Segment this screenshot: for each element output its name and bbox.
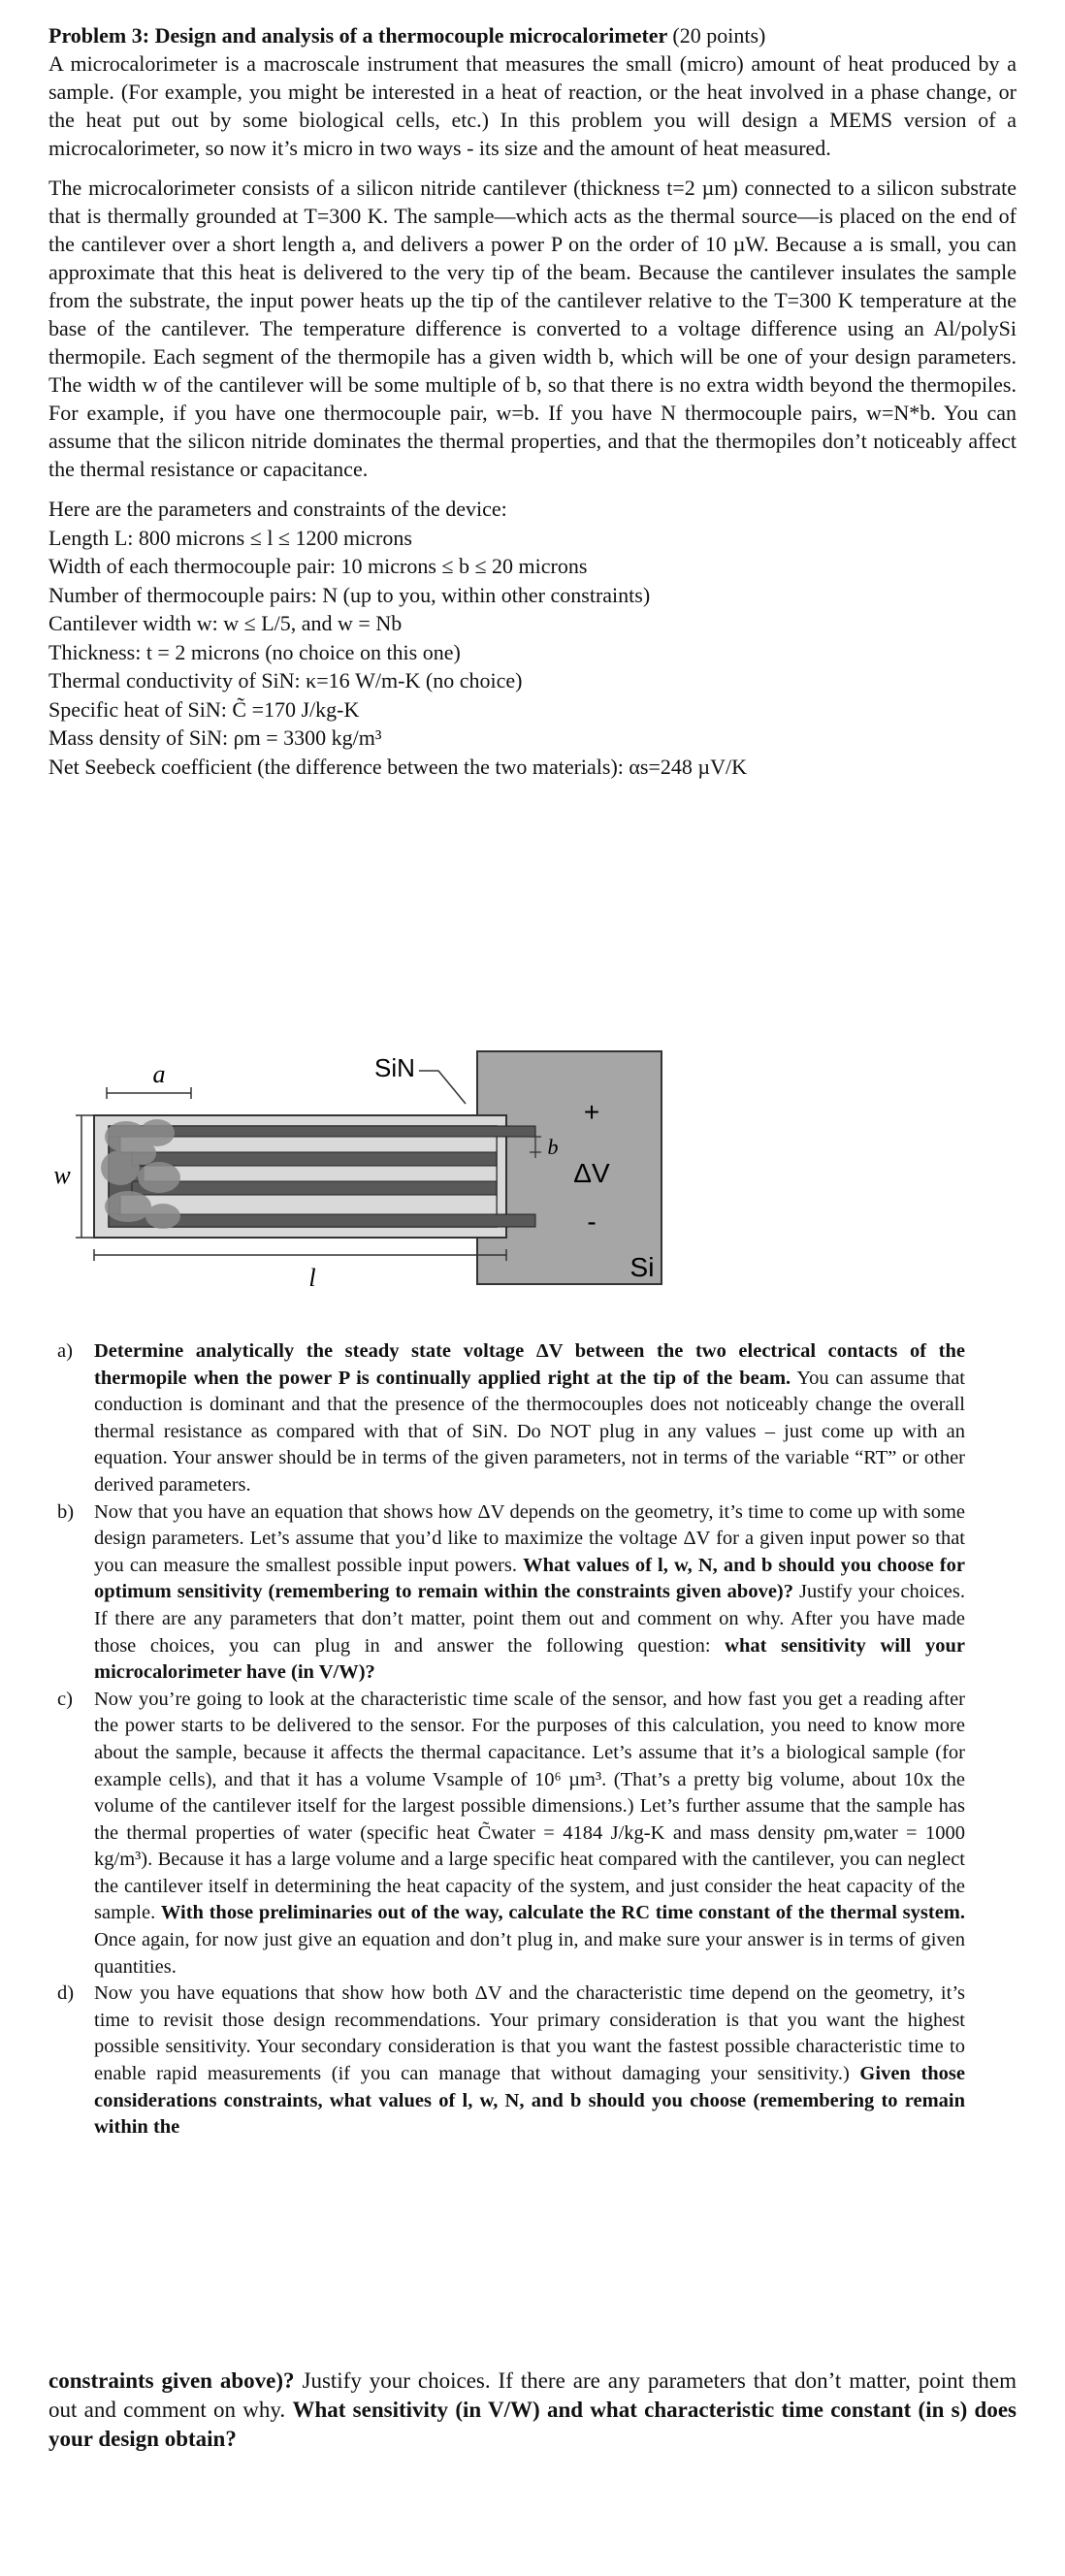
question-text-bold: What values of l, w, N, and b should you choose for optimum sensitivity (remembering to remain within the constraints given above)? xyxy=(94,1554,965,1603)
question-label: b) xyxy=(57,1500,75,1523)
parameter-list xyxy=(48,495,1017,781)
label-a: a xyxy=(152,1060,166,1088)
parameter-item: Length L: 800 microns ≤ l ≤ 1200 microns xyxy=(48,525,412,550)
question-c xyxy=(57,1687,965,1981)
parameter-item: Thickness: t = 2 microns (no choice on this one) xyxy=(48,639,461,664)
question-label: a) xyxy=(57,1340,73,1362)
sin-pointer xyxy=(419,1071,466,1104)
thermopile-gap-2 xyxy=(144,1166,497,1181)
question-body xyxy=(94,1980,965,2141)
intro-paragraph-1: A microcalorimeter is a macroscale instrument that measures the small (micro) amount of heat produced by a sample. (For example, you might be interested in a heat of reaction, or the heat involved in a phase change, or the heat put out by some biological cells, etc.) In this problem you will design a MEMS version of a microcalorimeter, so now it’s micro in two ways - its size and the amount of heat measured. xyxy=(48,51,1017,160)
question-text: Justify your choices. If there are any parameters that don’t matter, point them out and comment on why. xyxy=(48,2368,1017,2422)
question-text: Now that you have an equation that shows how ΔV depends on the geometry, it’s time to come up with some design parameters. Let’s assume that you’d like to maximize the voltage ΔV for a given input power so that you can measure the smallest possible input powers. xyxy=(94,1500,965,1576)
parameter-item: Number of thermocouple pairs: N (up to you, within other constraints) xyxy=(48,582,651,607)
question-text-bold: what sensitivity will your microcalorimeter have (in V/W)? xyxy=(94,1634,965,1684)
question-body xyxy=(94,1338,965,1499)
thermopile-gap-1 xyxy=(120,1137,497,1152)
question-text: You can assume that conduction is dominant and that the presence of the thermocouples does not noticeably change the overall thermal resistance as compared with that of SiN. Do NOT plug in any values – just come up with an equation. Your answer should be in terms of the given parameters, not in terms of the variable “RT” or other derived parameters. xyxy=(94,1367,965,1496)
problem-page xyxy=(48,21,1017,781)
question-d-continuation xyxy=(48,2367,1017,2454)
question-text-bold: constraints given above)? xyxy=(48,2368,295,2393)
question-a xyxy=(57,1338,965,1499)
sample-blob xyxy=(101,1119,180,1229)
problem-points: (20 points) xyxy=(672,23,766,48)
question-label: c) xyxy=(57,1688,73,1710)
question-text-bold: With those preliminaries out of the way, calculate the RC time constant of the thermal system. xyxy=(160,1902,965,1924)
label-b: b xyxy=(547,1135,559,1159)
parameter-item: Specific heat of SiN: C̃ =170 J/kg-K xyxy=(48,696,360,722)
parameter-item: Width of each thermocouple pair: 10 microns ≤ b ≤ 20 microns xyxy=(48,554,588,578)
question-label: d) xyxy=(57,1982,75,2005)
question-text-bold: What sensitivity (in V/W) and what characteristic time constant (in s) does your design obtain? xyxy=(48,2398,1017,2451)
parameter-intro: Here are the parameters and constraints of the device: xyxy=(48,497,507,521)
label-plus: + xyxy=(583,1097,600,1127)
label-w: w xyxy=(53,1161,71,1189)
cantilever-diagram xyxy=(50,1032,671,1294)
question-text: Now you have equations that show how both ΔV and the characteristic time depend on the geometry, it’s time to revisit those design recommendations. Your primary consideration is that you want the highest possible sensitivity. Your secondary consideration is that you want the fastest possible characteristic time to enable rapid measurements (if you can manage that without damaging your sensitivity.) xyxy=(94,1982,965,2085)
question-b xyxy=(57,1499,965,1687)
question-list xyxy=(57,1338,965,2141)
intro-paragraph-2: The microcalorimeter consists of a silicon nitride cantilever (thickness t=2 µm) connected to a silicon substrate that is thermally grounded at T=300 K. The sample—which acts as the thermal source—is placed on the end of the cantilever over a short length a, and delivers a power P on the order of 10 µW. Because a is small, you can approximate that this heat is delivered to the very tip of the beam. Because the cantilever insulates the sample from the substrate, the input power heats up the tip of the cantilever relative to the T=300 K temperature at the base of the cantilever. The temperature difference is converted to a voltage difference using an Al/polySi thermopile. Each segment of the thermopile has a given width b, which will be one of your design parameters. The width w of the cantilever will be some multiple of b, so that there is no extra width beyond the thermopiles. For example, if you have one thermocouple pair, w=b. If you have N thermocouple pairs, w=N*b. You can assume that the silicon nitride dominates the thermal properties, and that the thermopiles don’t noticeably affect the thermal resistance or capacitance. xyxy=(48,176,1017,481)
parameter-item: Cantilever width w: w ≤ L/5, and w = Nb xyxy=(48,611,403,635)
parameter-item: Net Seebeck coefficient (the difference between the two materials): αs=248 µV/K xyxy=(48,754,747,779)
label-l: l xyxy=(308,1264,316,1292)
thermopile-strip-3 xyxy=(132,1181,497,1195)
label-delta-v: ΔV xyxy=(573,1158,610,1188)
question-body xyxy=(94,1687,965,1981)
label-sin: SiN xyxy=(374,1053,415,1082)
question-text-bold: Given those considerations constraints, what values of l, w, N, and b should you choose (remembering to remain within the xyxy=(94,2063,965,2139)
label-minus: - xyxy=(587,1207,597,1237)
question-text: Once again, for now just give an equation and don’t plug in, and make sure your answer is in terms of given quantities. xyxy=(94,1929,965,1978)
question-text-bold: Determine analytically the steady state voltage ΔV between the two electrical contacts of the thermopile when the power P is continually applied right at the tip of the beam. xyxy=(94,1340,965,1389)
label-si: Si xyxy=(629,1252,655,1282)
question-text: Justify your choices. If there are any parameters that don’t matter, point them out and comment on why. After you have made those choices, you can plug in and answer the following question: xyxy=(94,1581,965,1657)
question-body xyxy=(94,1499,965,1687)
problem-title xyxy=(48,21,1017,49)
problem-heading: Problem 3: Design and analysis of a thermocouple microcalorimeter xyxy=(48,23,667,48)
question-d xyxy=(57,1980,965,2141)
parameter-item: Thermal conductivity of SiN: κ=16 W/m-K (no choice) xyxy=(48,668,523,692)
question-text: Now you’re going to look at the characteristic time scale of the sensor, and how fast you get a reading after the power starts to be delivered to the sensor. For the purposes of this calculation, you need to know more about the sample, because it affects the thermal capacitance. Let’s assume that it’s a biological sample (for example cells), and that it has a volume Vsample of 10⁶ µm³. (That’s a pretty big volume, about 10x the volume of the cantilever itself for the largest possible dimensions.) Let’s further assume that the sample has the thermal properties of water (specific heat C̃water = 4184 J/kg-K and mass density ρm,water = 1000 kg/m³). Because it has a large volume and a large specific heat compared with the cantilever, you can neglect the cantilever itself in determining the heat capacity of the system, and just consider the heat capacity of the sample. xyxy=(94,1688,965,1924)
thermopile-strip-2 xyxy=(132,1152,497,1166)
parameter-item: Mass density of SiN: ρm = 3300 kg/m³ xyxy=(48,725,382,750)
